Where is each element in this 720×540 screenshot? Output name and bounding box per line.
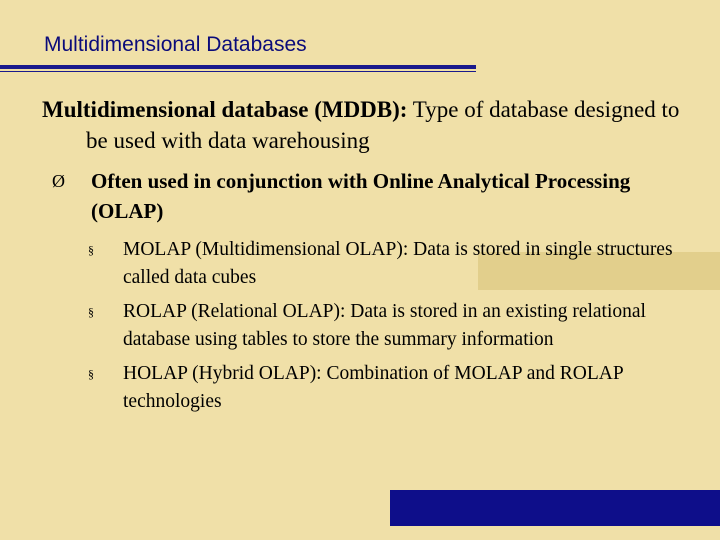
title-underline-thin: [0, 71, 476, 72]
sub-bullet-molap: [42, 236, 682, 292]
bullet-olap: [42, 166, 682, 226]
sub-bullet-holap-text: HOLAP (Hybrid OLAP): Combination of MOLAP and ROLAP technologies: [123, 363, 623, 412]
sub-bullet-rolap-text: ROLAP (Relational OLAP): Data is stored in an existing relational database using tables to store the summary information: [123, 301, 646, 350]
section-bullet-icon: §: [88, 367, 94, 381]
sub-bullet-holap: [42, 360, 682, 416]
slide-body: [42, 94, 682, 416]
slide-title: Multidimensional Databases: [44, 33, 307, 56]
decorative-navy-block: [390, 490, 720, 526]
section-bullet-icon: §: [88, 243, 94, 257]
definition-term: Multidimensional database (MDDB):: [42, 97, 408, 122]
title-underline-thick: [0, 65, 476, 69]
definition-paragraph: [42, 94, 682, 156]
definition-text: Type of database designed to be used with data warehousing: [86, 97, 680, 153]
section-bullet-icon: §: [88, 305, 94, 319]
sub-bullet-molap-text: MOLAP (Multidimensional OLAP): Data is stored in single structures called data cubes: [123, 239, 673, 288]
bullet-olap-text: Often used in conjunction with Online Analytical Processing (OLAP): [91, 169, 631, 223]
sub-bullet-rolap: [42, 298, 682, 354]
arrow-bullet-icon: Ø: [52, 171, 65, 191]
